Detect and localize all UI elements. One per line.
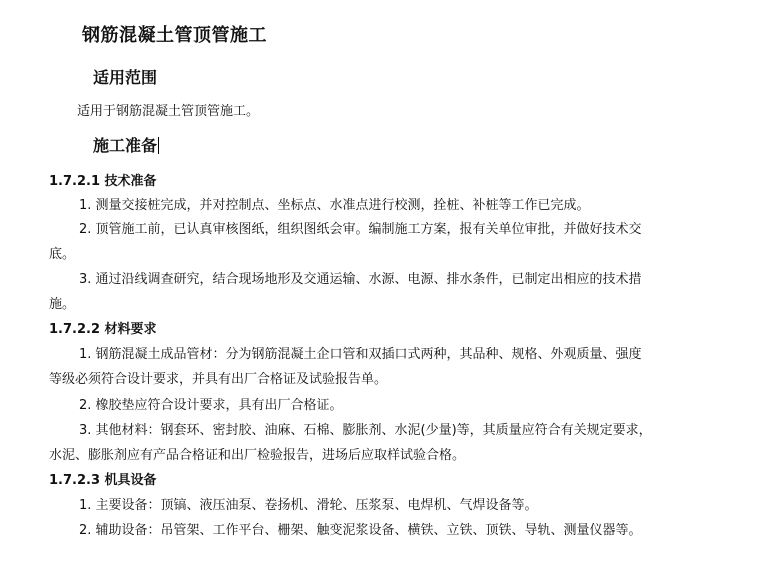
tech-item-2-line-2: 底。 xyxy=(49,247,76,262)
material-item-3-line-1: 3. 其他材料：钢套环、密封胶、油麻、石棉、膨胀剂、水泥(少量)等，其质量应符合有关规定要求， xyxy=(79,423,652,438)
material-item-3-line-2: 水泥、膨胀剂应有产品合格证和出厂检验报告，进场后应取样试验合格。 xyxy=(49,448,466,463)
subheading-equipment: 1.7.2.3 机具设备 xyxy=(49,473,157,488)
tech-item-1: 1. 测量交接桩完成，并对控制点、坐标点、水准点进行校测，拴桩、补桩等工作已完成。 xyxy=(79,198,590,213)
tech-item-3-line-1: 3. 通过沿线调查研究，结合现场地形及交通运输、水源、电源、排水条件，已制定出相应的技术措 xyxy=(79,272,642,287)
material-item-1-line-1: 1. 钢筋混凝土成品管材：分为钢筋混凝土企口管和双插口式两种，其品种、规格、外观质量、强度 xyxy=(79,347,642,362)
equipment-item-1: 1. 主要设备：顶镐、液压油泵、卷扬机、滑轮、压浆泵、电焊机、气焊设备等。 xyxy=(79,498,538,513)
section-heading-preparation-text: 施工准备 xyxy=(93,136,158,155)
subheading-material-requirements: 1.7.2.2 材料要求 xyxy=(49,322,157,337)
tech-item-3-line-2: 施。 xyxy=(49,297,76,312)
material-item-2: 2. 橡胶垫应符合设计要求，具有出厂合格证。 xyxy=(79,398,343,413)
section-heading-preparation xyxy=(93,137,159,154)
text-cursor xyxy=(158,137,159,154)
section-heading-scope: 适用范围 xyxy=(93,68,158,87)
document-title: 钢筋混凝土管顶管施工 xyxy=(82,25,267,46)
subheading-technical-preparation: 1.7.2.1 技术准备 xyxy=(49,174,157,189)
scope-text: 适用于钢筋混凝土管顶管施工。 xyxy=(77,104,260,119)
equipment-item-2: 2. 辅助设备：吊管架、工作平台、栅架、触变泥浆设备、横铁、立铁、顶铁、导轨、测量仪器等。 xyxy=(79,523,642,538)
tech-item-2-line-1: 2. 顶管施工前，已认真审核图纸，组织图纸会审。编制施工方案，报有关单位审批，并做好技术交 xyxy=(79,222,642,237)
material-item-1-line-2: 等级必须符合设计要求，并具有出厂合格证及试验报告单。 xyxy=(49,372,388,387)
